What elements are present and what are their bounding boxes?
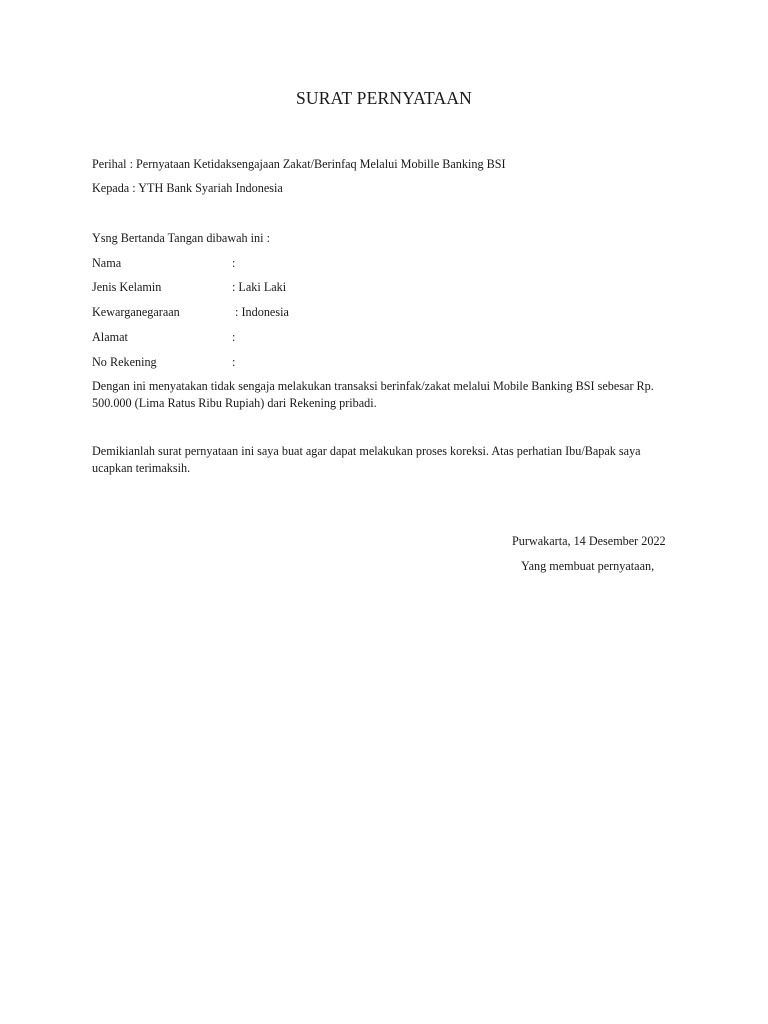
perihal-line: Perihal : Pernyataan Ketidaksengajaan Zakat/Berinfaq Melalui Mobille Banking BSI — [92, 157, 506, 171]
field-label: No Rekening — [92, 355, 157, 369]
field-label: Jenis Kelamin — [92, 280, 162, 294]
field-label: Alamat — [92, 330, 128, 344]
document-title: SURAT PERNYATAAN — [295, 88, 473, 108]
field-label: Nama — [92, 256, 122, 270]
closing-paragraph: Demikianlah surat pernyataan ini saya buat agar dapat melakukan proses koreksi. Atas perhatian Ibu/Bapak saya ucapkan terimaksih. — [92, 444, 641, 475]
signer-label: Yang membuat pernyataan, — [521, 559, 655, 573]
field-value: : Indonesia — [232, 305, 289, 319]
intro-line: Ysng Bertanda Tangan dibawah ini : — [92, 231, 270, 245]
statement-paragraph: Dengan ini menyatakan tidak sengaja melakukan transaksi berinfak/zakat melalui Mobile Banking BSI sebesar Rp. 500.000 (Lima Ratus Ribu Rupiah) dari Rekening pribadi. — [92, 379, 654, 410]
field-label: Kewarganegaraan — [92, 305, 180, 319]
kepada-line: Kepada : YTH Bank Syariah Indonesia — [92, 181, 283, 195]
field-value: : — [232, 256, 236, 270]
field-value: : Laki Laki — [232, 280, 287, 294]
field-value: : — [232, 330, 236, 344]
place-date: Purwakarta, 14 Desember 2022 — [512, 534, 666, 548]
field-value: : — [232, 355, 236, 369]
